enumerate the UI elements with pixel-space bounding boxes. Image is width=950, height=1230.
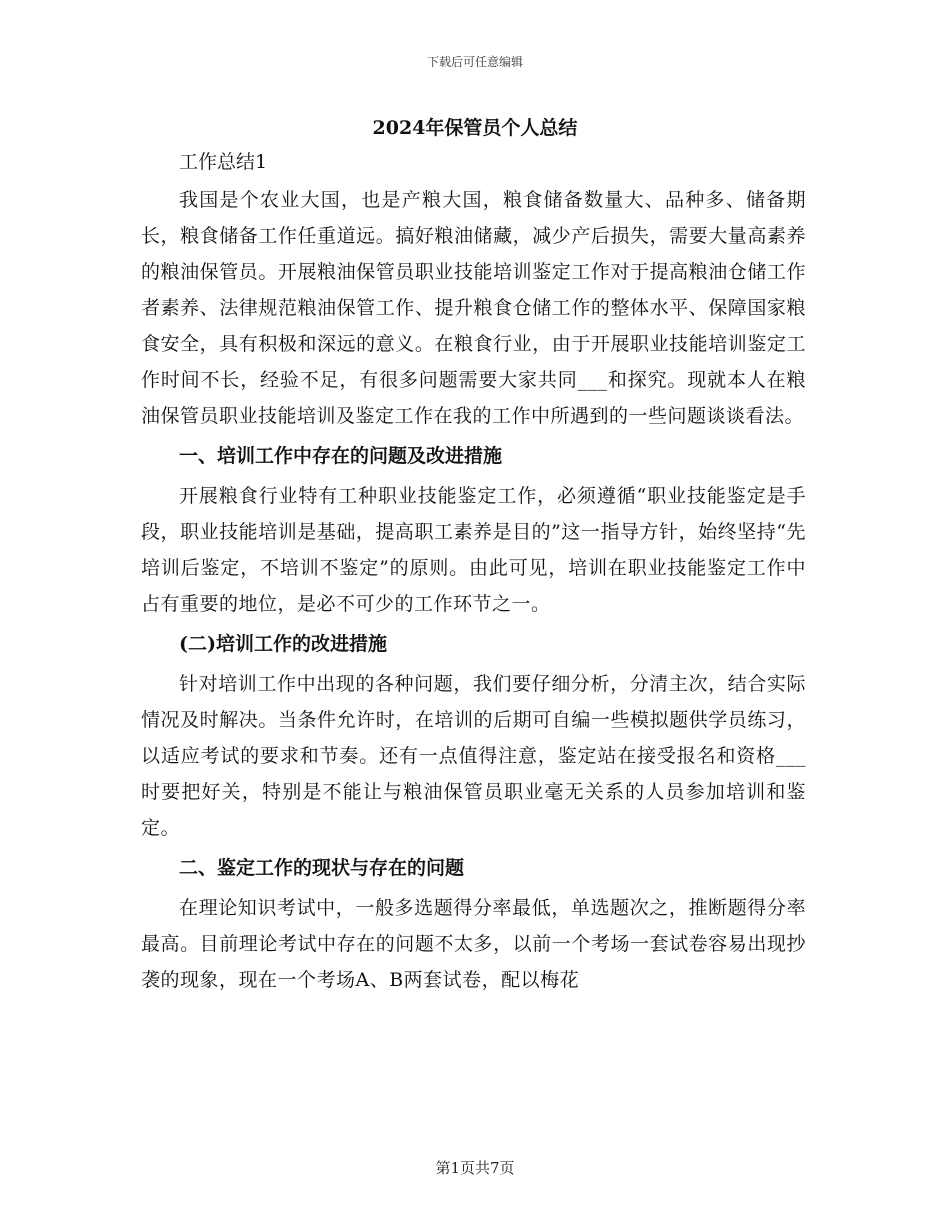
document-title: 2024年保管员个人总结 [372, 117, 578, 139]
paragraph: 在理论知识考试中，一般多选题得分率最低，单选题次之，推断题得分率最高。目前理论考试中存在的问题不太多，以前一个考场一套试卷容易出现抄袭的现象，现在一个考场A、B两套试卷，配以梅花 [141, 897, 806, 991]
section-label: 工作总结1 [179, 151, 268, 173]
paragraph: 开展粮食行业特有工种职业技能鉴定工作，必须遵循“职业技能鉴定是手段，职业技能培训是基础，提高职工素养是目的”这一指导方针，始终坚持“先培训后鉴定，不培训不鉴定”的原则。由此可见，培训在职业技能鉴定工作中占有重要的地位，是必不可少的工作环节之一。 [141, 485, 806, 615]
header-note: 下载后可任意编辑 [426, 55, 523, 69]
paragraph: 我国是个农业大国，也是产粮大国，粮食储备数量大、品种多、储备期长，粮食储备工作任重道远。搞好粮油储藏，减少产后损失，需要大量高素养的粮油保管员。开展粮油保管员职业技能培训鉴定工作对于提高粮油仓储工作者素养、法律规范粮油保管工作、提升粮食仓储工作的整体水平、保障国家粮食安全，具有积极和深远的意义。在粮食行业，由于开展职业技能培训鉴定工作时间不长，经验不足，有很多问题需要大家共同___和探究。现就本人在粮油保管员职业技能培训及鉴定工作在我的工作中所遇到的一些问题谈谈看法。 [141, 189, 806, 427]
paragraph: 针对培训工作中出现的各种问题，我们要仔细分析，分清主次，结合实际情况及时解决。当条件允许时，在培训的后期可自编一些模拟题供学员练习，以适应考试的要求和节奏。还有一点值得注意，鉴定站在接受报名和资格___时要把好关，特别是不能让与粮油保管员职业毫无关系的人员参加培训和鉴定。 [141, 673, 806, 839]
page-number: 第1页共7页 [435, 1159, 515, 1177]
subsection-heading: (二)培训工作的改进措施 [179, 633, 387, 655]
section-heading: 一、培训工作中存在的问题及改进措施 [179, 445, 503, 467]
section-heading: 二、鉴定工作的现状与存在的问题 [179, 857, 465, 879]
document-body [141, 146, 806, 998]
